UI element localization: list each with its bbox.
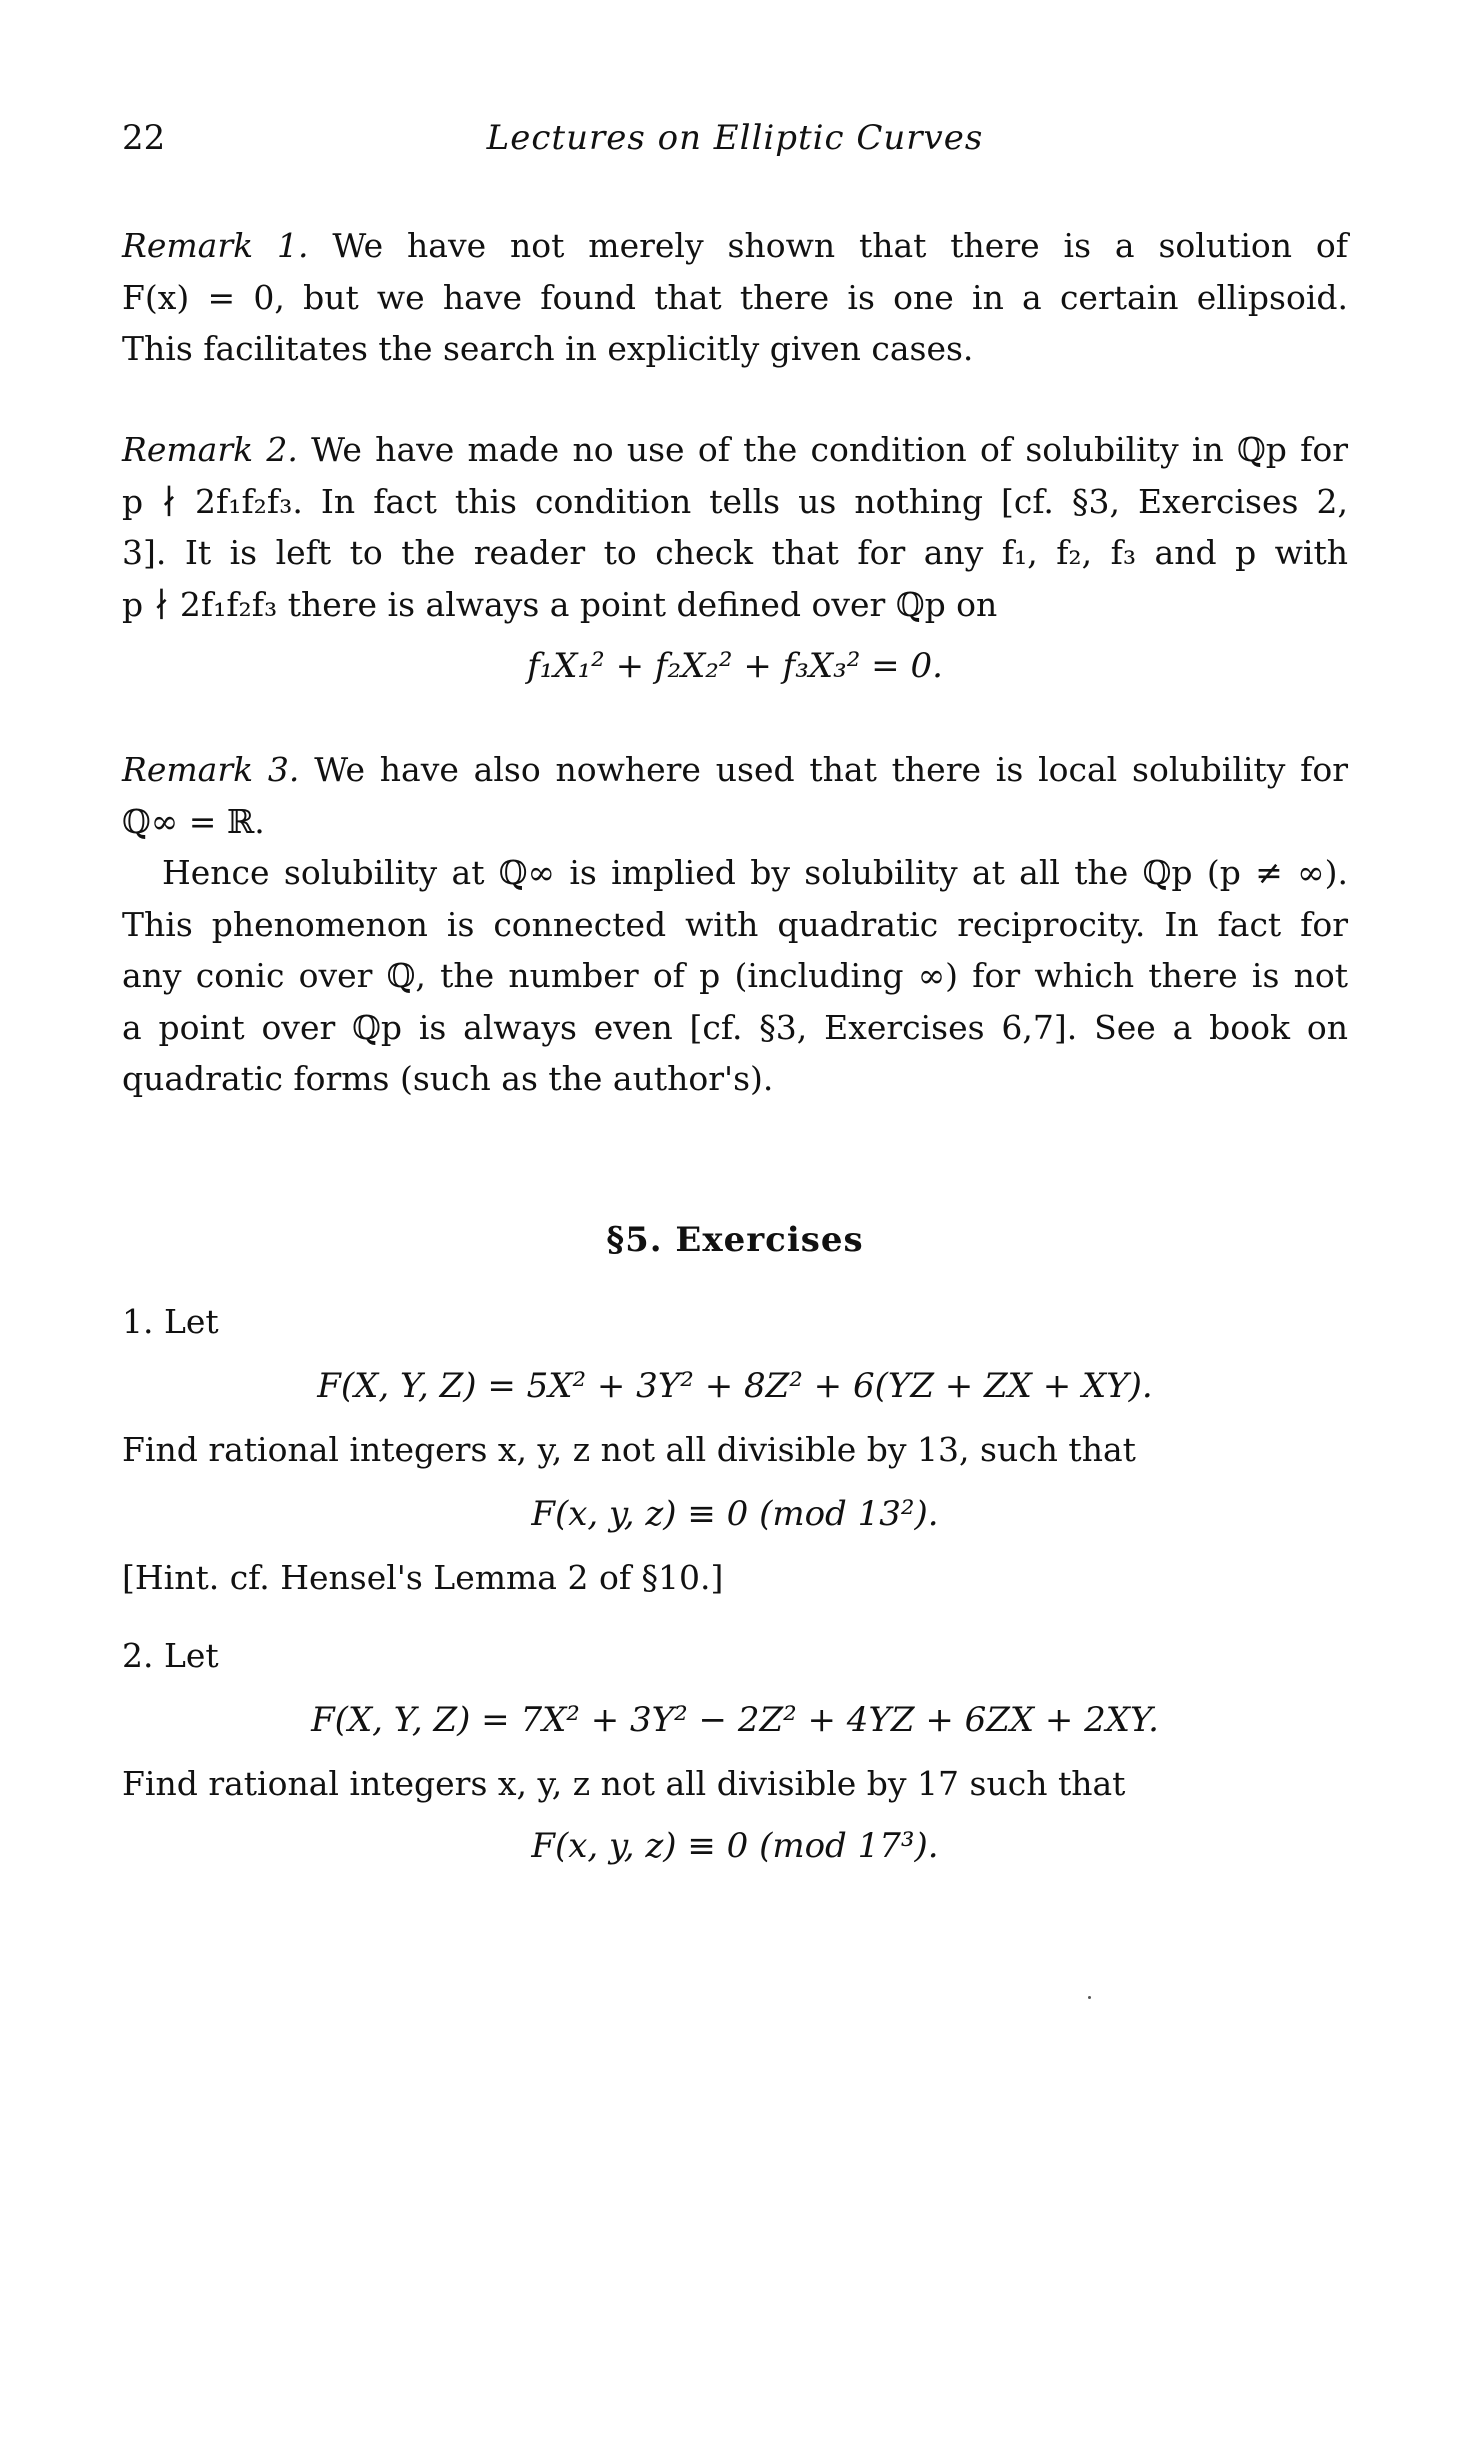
remark-3-paragraph-line-2: This phenomenon is connected with quadratic reciprocity. In fact for: [122, 904, 1348, 944]
remark-3-line-1: Remark 3. We have also nowhere used that there is local solubility for: [122, 750, 1348, 789]
page-number: 22: [122, 118, 166, 158]
remark-3-line-2: ℚ∞ = ℝ.: [122, 801, 265, 841]
remark-1-line-1: Remark 1. We have not merely shown that there is a solution of: [122, 226, 1348, 265]
remark-2: [122, 424, 1348, 630]
exercise-1-hint: [Hint. cf. Hensel's Lemma 2 of §10.]: [122, 1558, 724, 1597]
remark-1-line-2: F(x) = 0, but we have found that there is one in a certain ellipsoid.: [122, 277, 1348, 317]
remark-2-line-4: p ∤ 2f₁f₂f₃ there is always a point defined over ℚp on: [122, 584, 998, 624]
remark-2-equation: f₁X₁² + f₂X₂² + f₃X₃² = 0.: [527, 646, 943, 686]
remark-2-line-1: Remark 2. We have made no use of the condition of solubility in ℚp for: [122, 430, 1348, 469]
remark-3: [122, 744, 1348, 1105]
remark-1-label: Remark 1.: [122, 226, 309, 265]
remark-2-label: Remark 2.: [122, 430, 298, 469]
remark-3-paragraph-line-1: Hence solubility at ℚ∞ is implied by solubility at all the ℚp (p ≠ ∞).: [162, 853, 1348, 892]
exercise-2-equation: F(X, Y, Z) = 7X² + 3Y² − 2Z² + 4YZ + 6ZX + 2XY.: [311, 1700, 1159, 1740]
exercise-1-equation: F(X, Y, Z) = 5X² + 3Y² + 8Z² + 6(YZ + ZX + XY).: [317, 1366, 1153, 1406]
exercise-2-text: Find rational integers x, y, z not all divisible by 17 such that: [122, 1764, 1126, 1803]
remark-3-paragraph-line-3: any conic over ℚ, the number of p (including ∞) for which there is not: [122, 956, 1348, 995]
exercise-2-intro: 2. Let: [122, 1636, 219, 1675]
scan-speck: [1088, 1996, 1091, 1999]
running-title: Lectures on Elliptic Curves: [486, 118, 984, 158]
remark-1: [122, 220, 1348, 375]
exercise-2-congruence: F(x, y, z) ≡ 0 (mod 17³).: [531, 1826, 939, 1866]
remark-2-line-3: 3]. It is left to the reader to check that for any f₁, f₂, f₃ and p with: [122, 533, 1348, 572]
exercise-1-text: Find rational integers x, y, z not all divisible by 13, such that: [122, 1430, 1136, 1469]
remark-1-line-3: This facilitates the search in explicitly given cases.: [122, 329, 974, 368]
remark-2-line-2: p ∤ 2f₁f₂f₃. In fact this condition tells us nothing [cf. §3, Exercises 2,: [122, 481, 1348, 521]
remark-3-label: Remark 3.: [122, 750, 300, 789]
section-heading: §5. Exercises: [606, 1220, 864, 1260]
exercise-1-congruence: F(x, y, z) ≡ 0 (mod 13²).: [531, 1494, 939, 1534]
remark-3-paragraph-line-4: a point over ℚp is always even [cf. §3, Exercises 6,7]. See a book on: [122, 1007, 1348, 1047]
running-head: [122, 112, 1348, 164]
remark-3-paragraph-line-5: quadratic forms (such as the author's).: [122, 1059, 774, 1098]
exercise-1-intro: 1. Let: [122, 1302, 219, 1341]
